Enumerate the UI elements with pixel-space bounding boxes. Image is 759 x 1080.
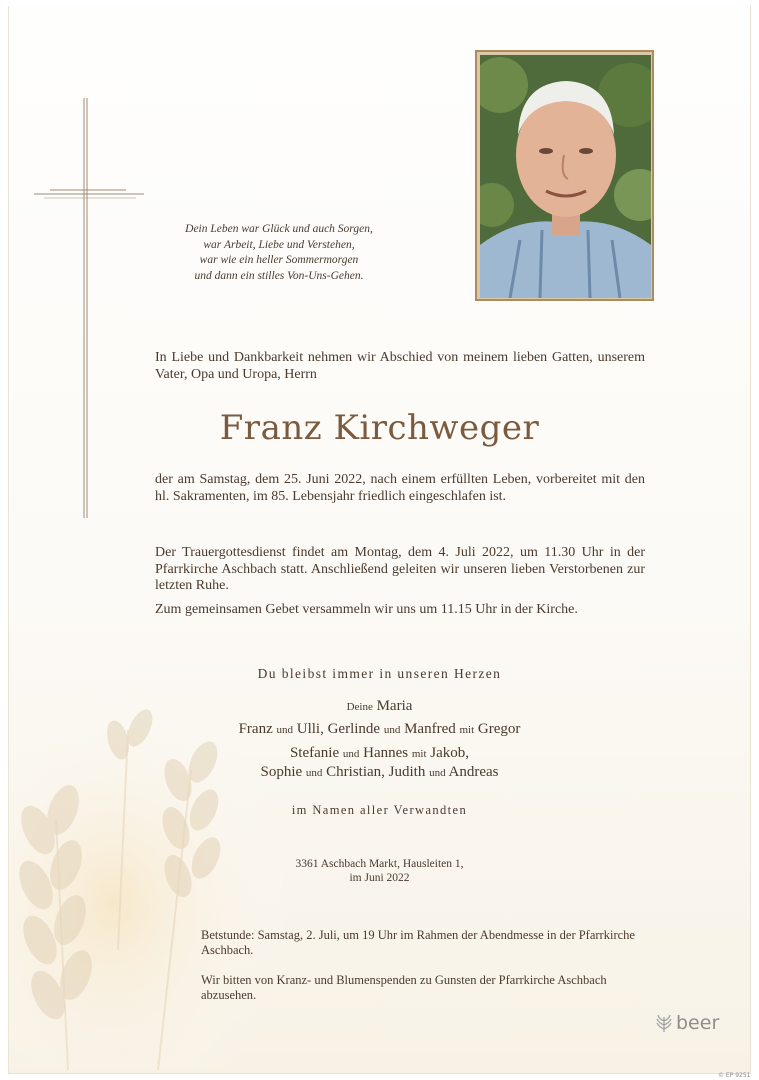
service-text: Der Trauergottesdienst findet am Montag, dem 4. Juli 2022, um 11.30 Uhr in der Pfarrkirche Aschbach statt. Anschließend geleiten wir unseren lieben Verstorbenen zur letzten Ruhe. bbox=[155, 545, 645, 593]
wife-name: Maria bbox=[376, 698, 413, 714]
connector: und bbox=[383, 724, 401, 736]
family-member: Gerlinde bbox=[327, 721, 381, 737]
family-member: Jakob, bbox=[430, 745, 470, 761]
poem bbox=[148, 222, 410, 284]
address-line-1: 3361 Aschbach Markt, Hausleiten 1, bbox=[295, 858, 464, 870]
cross-icon bbox=[30, 98, 150, 520]
family-member: Manfred bbox=[404, 721, 456, 737]
connector: mit bbox=[459, 724, 475, 736]
family-member: Stefanie bbox=[289, 745, 340, 761]
poem-line: Dein Leben war Glück und auch Sorgen, bbox=[185, 223, 373, 235]
family-member: Ulli, bbox=[296, 721, 324, 737]
portrait-image bbox=[480, 55, 651, 298]
relatives-note: im Namen aller Verwandten bbox=[291, 803, 468, 817]
family-member: Andreas bbox=[448, 764, 499, 780]
wheat-logo-icon bbox=[654, 1013, 674, 1033]
family-line-children bbox=[0, 721, 759, 738]
donation-text: Wir bitten von Kranz- und Blumenspenden zu Gunsten der Pfarrkirche Aschbach abzusehen. bbox=[201, 973, 607, 1002]
family-member: Sophie bbox=[260, 764, 303, 780]
family-member: Franz bbox=[238, 721, 273, 737]
print-code: © EP 9251 bbox=[718, 1072, 751, 1079]
family-member: Christian, Judith bbox=[326, 764, 426, 780]
connector: und bbox=[342, 748, 360, 760]
poem-line: und dann ein stilles Von-Uns-Gehen. bbox=[194, 269, 364, 282]
death-text: der am Samstag, dem 25. Juni 2022, nach einem erfüllten Leben, vorbereitet mit den hl. Sakramenten, im 85. Lebensjahr friedlich eingeschlafen ist. bbox=[155, 472, 645, 504]
betstunde-text: Betstunde: Samstag, 2. Juli, um 19 Uhr im Rahmen der Abendmesse in der Pfarrkirche Aschbach. bbox=[201, 928, 635, 957]
family-member: Gregor bbox=[477, 721, 521, 737]
portrait-photo bbox=[475, 50, 654, 301]
family-line-grandchildren-2 bbox=[0, 764, 759, 781]
connector: und bbox=[305, 767, 323, 779]
beer-logo bbox=[654, 1012, 719, 1034]
wife-prefix: Deine bbox=[346, 701, 373, 713]
poem-line: war Arbeit, Liebe und Verstehen, bbox=[203, 238, 355, 251]
family-line-grandchildren-1 bbox=[0, 745, 759, 762]
motto: Du bleibst immer in unseren Herzen bbox=[257, 666, 502, 681]
intro-text: In Liebe und Dankbarkeit nehmen wir Abschied von meinem lieben Gatten, unserem Vater, Opa und Uropa, Herrn bbox=[155, 350, 645, 382]
address-line-2: im Juni 2022 bbox=[349, 872, 410, 884]
poem-line: war wie ein heller Sommermorgen bbox=[199, 254, 359, 266]
connector: und bbox=[429, 767, 446, 779]
logo-text: beer bbox=[676, 1012, 720, 1034]
connector: und bbox=[276, 724, 293, 736]
deceased-name: Franz Kirchweger bbox=[219, 408, 540, 448]
family-line-wife bbox=[0, 698, 759, 715]
prayer-text: Zum gemeinsamen Gebet versammeln wir uns um 11.15 Uhr in der Kirche. bbox=[155, 602, 578, 617]
family-member: Hannes bbox=[363, 745, 409, 761]
connector: mit bbox=[411, 748, 427, 760]
